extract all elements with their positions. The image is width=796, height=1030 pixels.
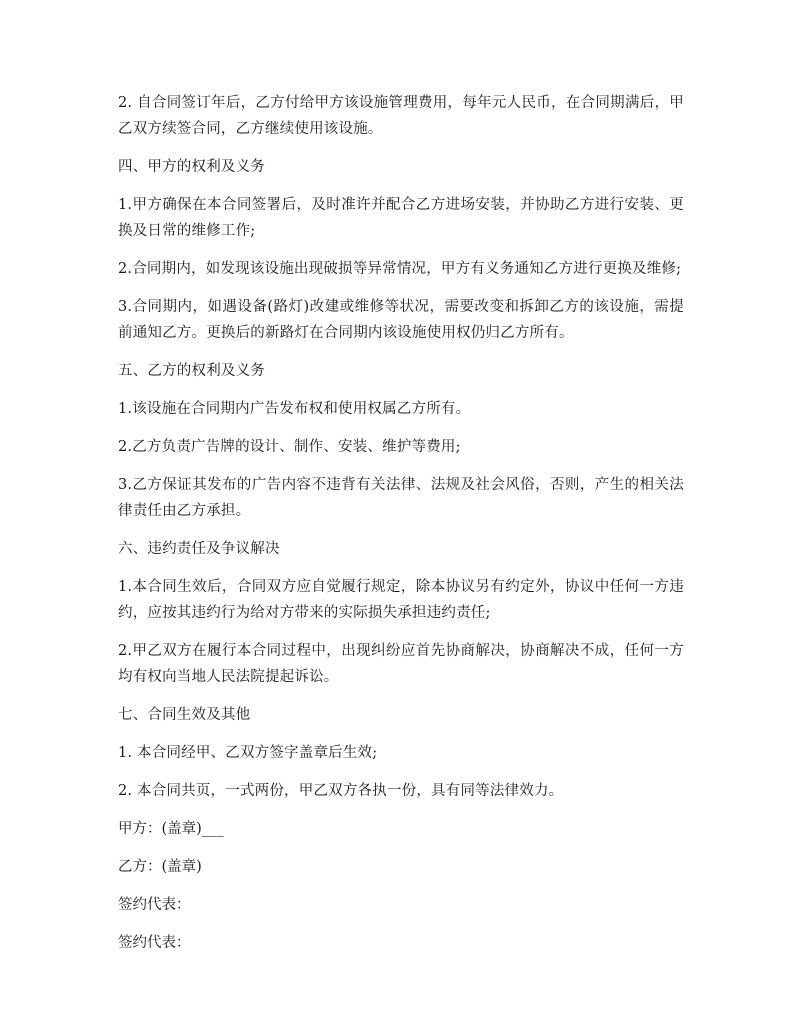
clause-7-2: 2. 本合同共页，一式两份，甲乙双方各执一份，具有同等法律效力。	[118, 783, 564, 799]
party-a-seal: 甲方：(盖章)___	[118, 821, 224, 837]
section-6-heading: 六、违约责任及争议解决	[118, 541, 280, 557]
party-a-representative: 签约代表：	[118, 897, 191, 913]
clause-5-1: 1.该设施在合同期内广告发布权和使用权属乙方所有。	[118, 401, 471, 417]
clause-4-2: 2.合同期内，如发现该设施出现破损等异常情况，甲方有义务通知乙方进行更换及维修;	[118, 261, 682, 277]
clause-3-2: 2. 自合同签订年后，乙方付给甲方该设施管理费用，每年元人民币，在合同期满后，甲乙双方续签合同，乙方继续使用该设施。	[118, 95, 684, 137]
clause-5-2: 2.乙方负责广告牌的设计、制作、安装、维护等费用;	[118, 439, 461, 455]
section-4-heading: 四、甲方的权利及义务	[118, 159, 265, 175]
party-b-seal: 乙方：(盖章)	[118, 859, 202, 875]
clause-7-1: 1. 本合同经甲、乙双方签字盖章后生效;	[118, 745, 378, 761]
clause-6-1: 1.本合同生效后，合同双方应自觉履行规定，除本协议另有约定外，协议中任何一方违约，应按其违约行为给对方带来的实际损失承担违约责任;	[118, 579, 684, 621]
party-b-representative: 签约代表：	[118, 935, 191, 951]
section-5-heading: 五、乙方的权利及义务	[118, 363, 265, 379]
document-page	[118, 90, 684, 968]
clause-4-3: 3.合同期内，如遇设备(路灯)改建或维修等状况，需要改变和拆卸乙方的该设施，需提前通知乙方。更换后的新路灯在合同期内该设施使用权仍归乙方所有。	[118, 299, 684, 341]
clause-6-2: 2.甲乙双方在履行本合同过程中，出现纠纷应首先协商解决，协商解决不成，任何一方均有权向当地人民法院提起诉讼。	[118, 643, 684, 685]
section-7-heading: 七、合同生效及其他	[118, 707, 251, 723]
clause-5-3: 3.乙方保证其发布的广告内容不违背有关法律、法规及社会风俗，否则，产生的相关法律责任由乙方承担。	[118, 477, 684, 519]
clause-4-1: 1.甲方确保在本合同签署后，及时准许并配合乙方进场安装，并协助乙方进行安装、更换及日常的维修工作;	[118, 197, 684, 239]
